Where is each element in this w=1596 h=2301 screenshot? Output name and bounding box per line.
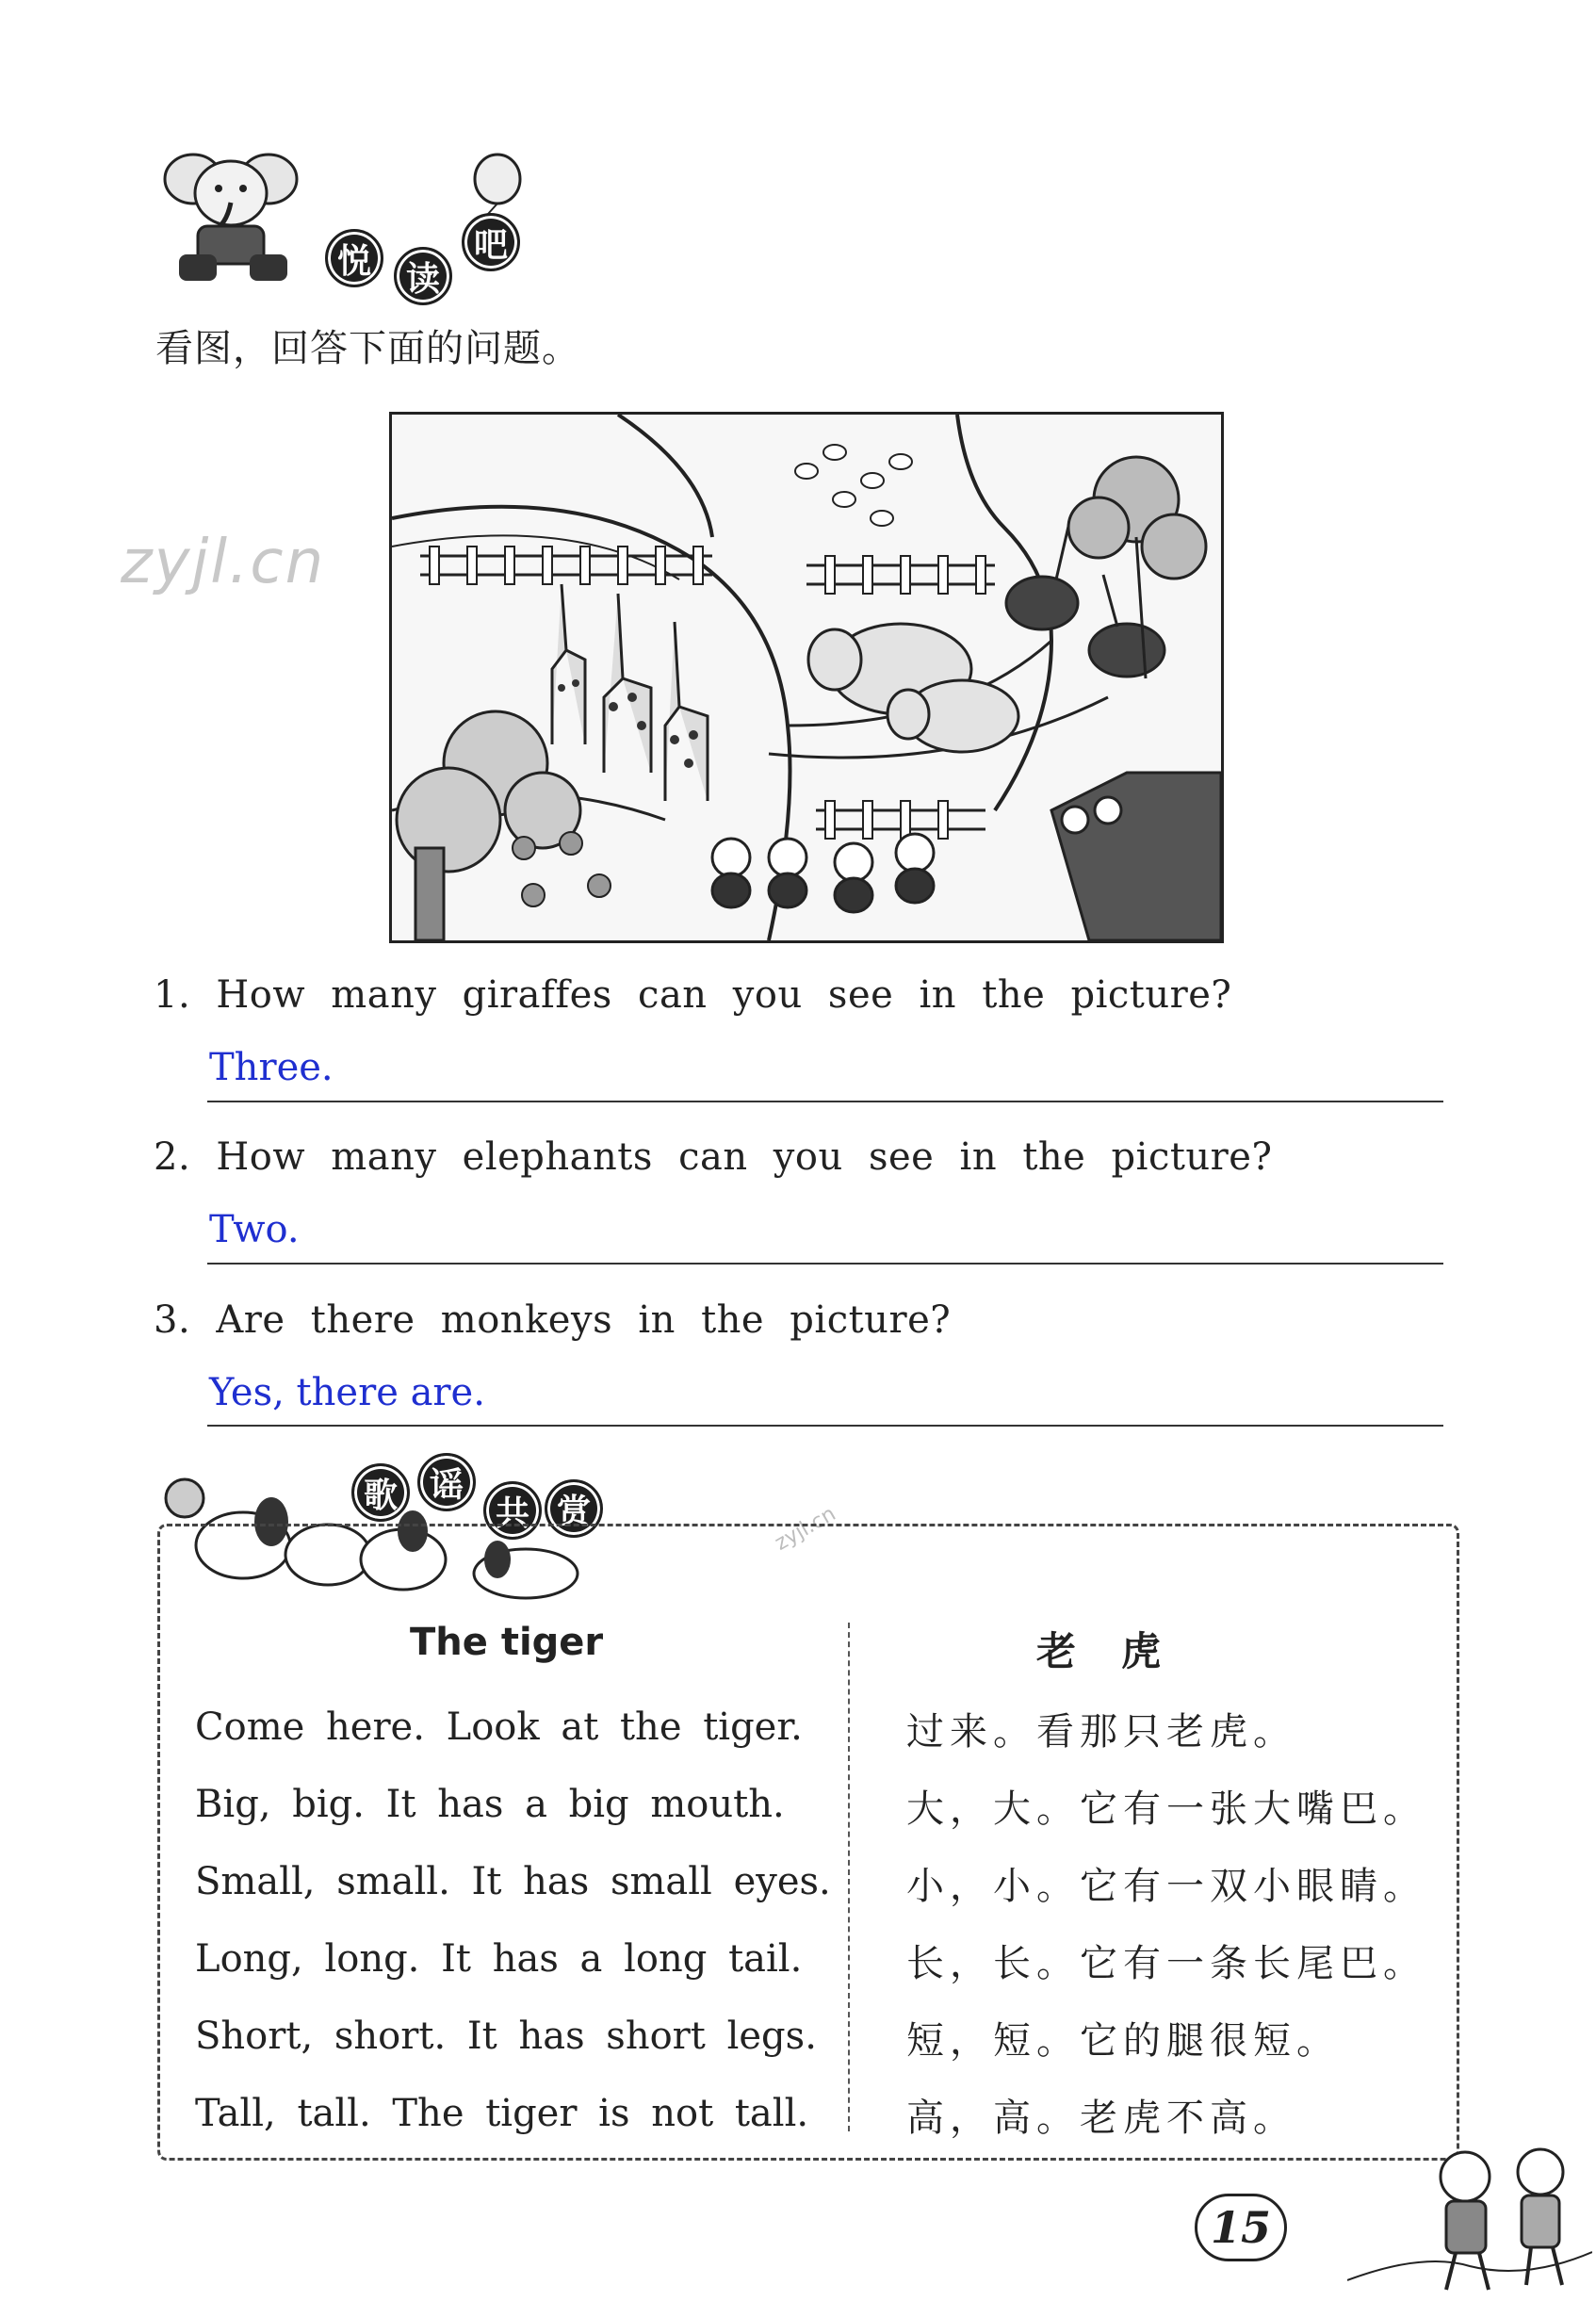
- song-line-en-6: Tall, tall. The tiger is not tall.: [195, 2092, 809, 2135]
- reading-badge-2: 读: [394, 247, 452, 305]
- page-number: 15: [1195, 2194, 1287, 2261]
- song-line-zh-2: 大，大。它有一张大嘴巴。: [906, 1787, 1426, 1831]
- song-line-en-3: Small, small. It has small eyes.: [195, 1860, 831, 1903]
- song-divider: [848, 1623, 850, 2131]
- answer-line-1: [207, 1101, 1443, 1102]
- song-line-en-2: Big, big. It has a big mouth.: [195, 1783, 785, 1826]
- song-line-zh-4: 长，长。它有一条长尾巴。: [906, 1942, 1426, 1985]
- song-title-english: The tiger: [410, 1621, 604, 1664]
- elephant-mascot-icon: [160, 146, 330, 287]
- answer-line-3: [207, 1425, 1443, 1427]
- question-1: 1. How many giraffes can you see in the picture?: [154, 973, 1232, 1017]
- song-line-zh-6: 高，高。老虎不高。: [906, 2097, 1296, 2140]
- song-badge-4: 赏: [545, 1479, 603, 1538]
- song-badge-2: 谣: [417, 1453, 476, 1511]
- children-walking-icon: [1347, 2139, 1592, 2294]
- answer-1: Three.: [209, 1046, 334, 1089]
- watermark-small: zyjl.cn: [771, 1502, 840, 1556]
- zoo-illustration: [389, 412, 1224, 943]
- answer-line-2: [207, 1263, 1443, 1265]
- song-line-en-4: Long, long. It has a long tail.: [195, 1937, 803, 1981]
- watermark: zyjl.cn: [121, 528, 326, 597]
- question-2: 2. How many elephants can you see in the picture?: [154, 1135, 1273, 1179]
- song-line-zh-5: 短，短。它的腿很短。: [906, 2019, 1340, 2063]
- song-badge-3: 共: [483, 1481, 542, 1540]
- answer-3: Yes, there are.: [209, 1371, 485, 1414]
- song-badge-1: 歌: [351, 1463, 410, 1522]
- song-line-en-1: Come here. Look at the tiger.: [195, 1705, 803, 1749]
- answer-2: Two.: [209, 1208, 300, 1251]
- song-line-zh-1: 过来。看那只老虎。: [906, 1710, 1296, 1754]
- reading-badge-3: 吧: [462, 213, 520, 271]
- song-box: [157, 1524, 1459, 2161]
- song-title-chinese: 老虎: [1036, 1628, 1207, 1674]
- instruction-text: 看图，回答下面的问题。: [155, 327, 580, 370]
- song-line-en-5: Short, short. It has short legs.: [195, 2015, 817, 2058]
- reading-badge-1: 悦: [325, 229, 383, 287]
- question-3: 3. Are there monkeys in the picture?: [154, 1298, 952, 1342]
- song-line-zh-3: 小，小。它有一双小眼睛。: [906, 1865, 1426, 1908]
